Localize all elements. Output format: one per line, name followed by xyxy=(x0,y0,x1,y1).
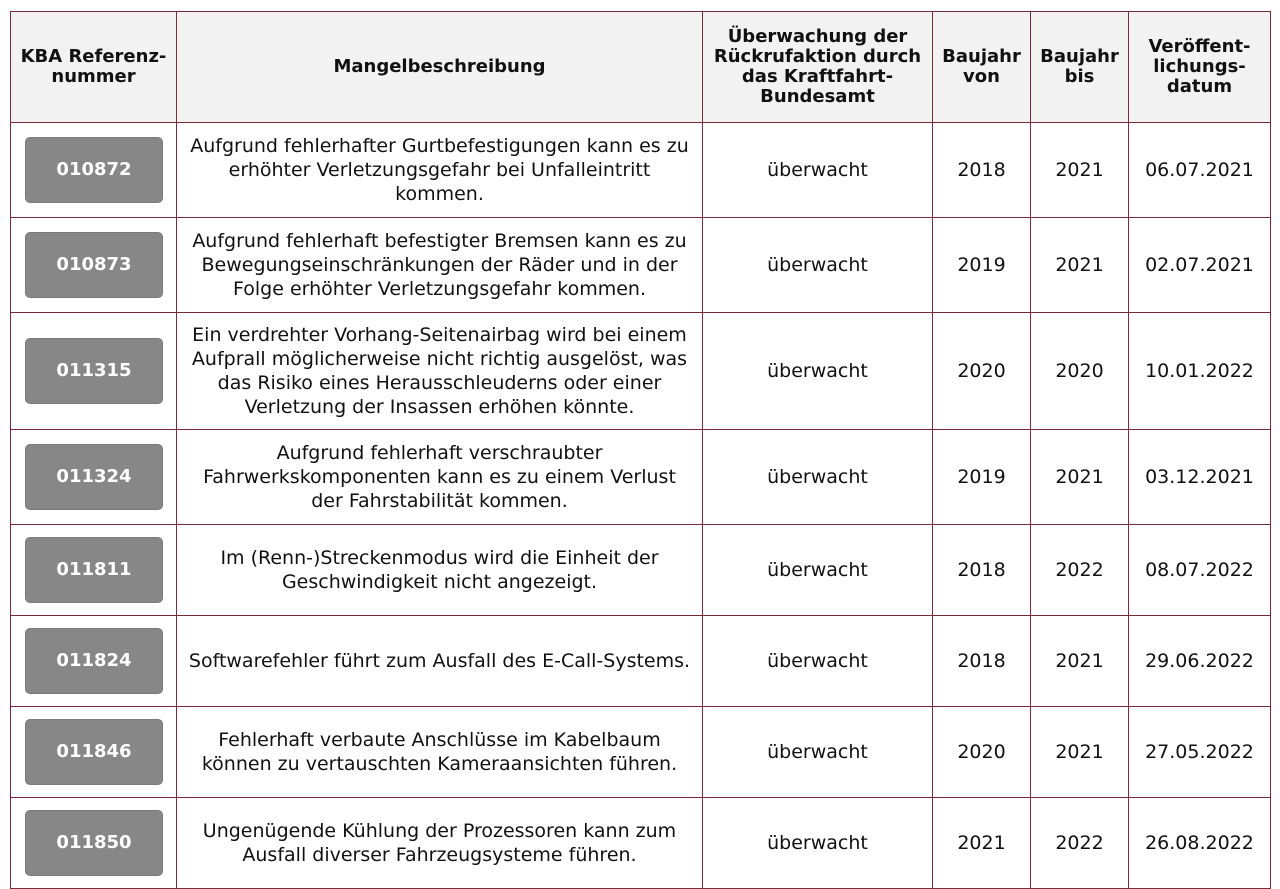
published-date-cell: 03.12.2021 xyxy=(1129,430,1271,525)
published-date-cell: 02.07.2021 xyxy=(1129,218,1271,313)
description-cell: Aufgrund fehlerhaft befestigter Bremsen kann es zu Bewegungseinschränkungen der Räder und in der Folge erhöhter Verletzungsgefahr kommen. xyxy=(177,218,703,313)
published-date-cell: 29.06.2022 xyxy=(1129,616,1271,707)
monitoring-cell: überwacht xyxy=(703,525,933,616)
description-cell: Im (Renn-)Streckenmodus wird die Einheit der Geschwindigkeit nicht angezeigt. xyxy=(177,525,703,616)
table-row xyxy=(11,218,1271,313)
table-row xyxy=(11,798,1271,889)
published-date-cell: 27.05.2022 xyxy=(1129,707,1271,798)
header-published-date: Veröffent-lichungs-datum xyxy=(1129,12,1271,123)
ref-number-button[interactable]: 011846 xyxy=(25,719,163,785)
table-header-row xyxy=(11,12,1271,123)
year-to-cell: 2021 xyxy=(1031,616,1129,707)
ref-number-button[interactable]: 010872 xyxy=(25,137,163,203)
year-from-cell: 2019 xyxy=(933,218,1031,313)
ref-number-button[interactable]: 011824 xyxy=(25,628,163,694)
year-from-cell: 2018 xyxy=(933,123,1031,218)
published-date-cell: 06.07.2021 xyxy=(1129,123,1271,218)
year-from-cell: 2020 xyxy=(933,707,1031,798)
published-date-cell: 10.01.2022 xyxy=(1129,313,1271,430)
year-from-cell: 2019 xyxy=(933,430,1031,525)
header-monitoring: Überwachung der Rückrufaktion durch das Kraftfahrt-Bundesamt xyxy=(703,12,933,123)
recall-table-container xyxy=(10,11,1270,889)
table-row xyxy=(11,707,1271,798)
description-cell: Fehlerhaft verbaute Anschlüsse im Kabelbaum können zu vertauschten Kameraansichten führen. xyxy=(177,707,703,798)
table-row xyxy=(11,430,1271,525)
year-from-cell: 2020 xyxy=(933,313,1031,430)
description-cell: Aufgrund fehlerhafter Gurtbefestigungen kann es zu erhöhter Verletzungsgefahr bei Unfalleintritt kommen. xyxy=(177,123,703,218)
description-cell: Ein verdrehter Vorhang-Seitenairbag wird bei einem Aufprall möglicherweise nicht richtig ausgelöst, was das Risiko eines Herausschleuderns oder einer Verletzung der Insassen erhöhen könnte. xyxy=(177,313,703,430)
ref-number-button[interactable]: 010873 xyxy=(25,232,163,298)
header-ref-number: KBA Referenz-nummer xyxy=(11,12,177,123)
year-to-cell: 2021 xyxy=(1031,218,1129,313)
description-cell: Softwarefehler führt zum Ausfall des E-Call-Systems. xyxy=(177,616,703,707)
year-from-cell: 2018 xyxy=(933,525,1031,616)
year-to-cell: 2020 xyxy=(1031,313,1129,430)
monitoring-cell: überwacht xyxy=(703,798,933,889)
ref-cell xyxy=(11,616,177,707)
table-row xyxy=(11,525,1271,616)
table-row xyxy=(11,313,1271,430)
description-cell: Ungenügende Kühlung der Prozessoren kann zum Ausfall diverser Fahrzeugsysteme führen. xyxy=(177,798,703,889)
monitoring-cell: überwacht xyxy=(703,430,933,525)
monitoring-cell: überwacht xyxy=(703,616,933,707)
ref-number-button[interactable]: 011811 xyxy=(25,537,163,603)
description-cell: Aufgrund fehlerhaft verschraubter Fahrwerkskomponenten kann es zu einem Verlust der Fahrstabilität kommen. xyxy=(177,430,703,525)
ref-cell xyxy=(11,798,177,889)
monitoring-cell: überwacht xyxy=(703,313,933,430)
year-to-cell: 2021 xyxy=(1031,430,1129,525)
monitoring-cell: überwacht xyxy=(703,707,933,798)
year-from-cell: 2018 xyxy=(933,616,1031,707)
year-to-cell: 2022 xyxy=(1031,525,1129,616)
ref-cell xyxy=(11,218,177,313)
year-to-cell: 2022 xyxy=(1031,798,1129,889)
ref-cell xyxy=(11,430,177,525)
published-date-cell: 08.07.2022 xyxy=(1129,525,1271,616)
header-year-from: Baujahr von xyxy=(933,12,1031,123)
ref-cell xyxy=(11,707,177,798)
year-from-cell: 2021 xyxy=(933,798,1031,889)
year-to-cell: 2021 xyxy=(1031,123,1129,218)
header-description: Mangelbeschreibung xyxy=(177,12,703,123)
year-to-cell: 2021 xyxy=(1031,707,1129,798)
ref-cell xyxy=(11,525,177,616)
table-row xyxy=(11,123,1271,218)
published-date-cell: 26.08.2022 xyxy=(1129,798,1271,889)
monitoring-cell: überwacht xyxy=(703,218,933,313)
ref-number-button[interactable]: 011324 xyxy=(25,444,163,510)
recall-table xyxy=(10,11,1271,889)
ref-number-button[interactable]: 011315 xyxy=(25,338,163,404)
ref-cell xyxy=(11,123,177,218)
table-row xyxy=(11,616,1271,707)
ref-number-button[interactable]: 011850 xyxy=(25,810,163,876)
ref-cell xyxy=(11,313,177,430)
header-year-to: Baujahr bis xyxy=(1031,12,1129,123)
monitoring-cell: überwacht xyxy=(703,123,933,218)
